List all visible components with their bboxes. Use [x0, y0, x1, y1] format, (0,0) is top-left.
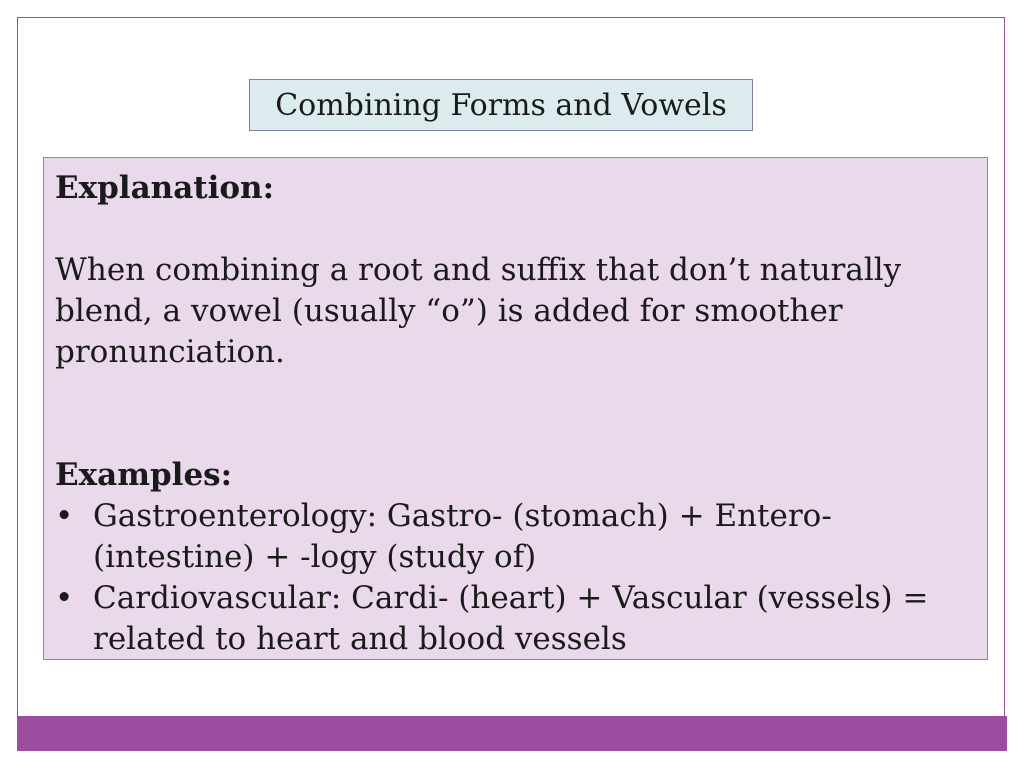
example-text: Gastroenterology: Gastro- (stomach) + Entero- (intestine) + -logy (study of) [93, 498, 832, 575]
content-panel [43, 157, 988, 660]
example-text: Cardiovascular: Cardi- (heart) + Vascular (vessels) = related to heart and blood vessels [93, 580, 929, 657]
examples-list [55, 496, 975, 660]
slide-title-text: Combining Forms and Vowels [275, 87, 727, 123]
spacer [55, 209, 975, 250]
bullet-icon: • [55, 498, 74, 534]
footer-accent-bar [17, 716, 1007, 751]
bullet-icon: • [55, 580, 74, 616]
slide-title [249, 79, 753, 131]
list-item [55, 578, 975, 660]
list-item [55, 496, 975, 578]
explanation-text: When combining a root and suffix that don’t naturally blend, a vowel (usually “o”) is added for smoother pronunciation. [55, 252, 902, 370]
examples-heading: Examples: [55, 457, 233, 493]
explanation-heading: Explanation: [55, 170, 275, 206]
spacer [55, 373, 975, 455]
